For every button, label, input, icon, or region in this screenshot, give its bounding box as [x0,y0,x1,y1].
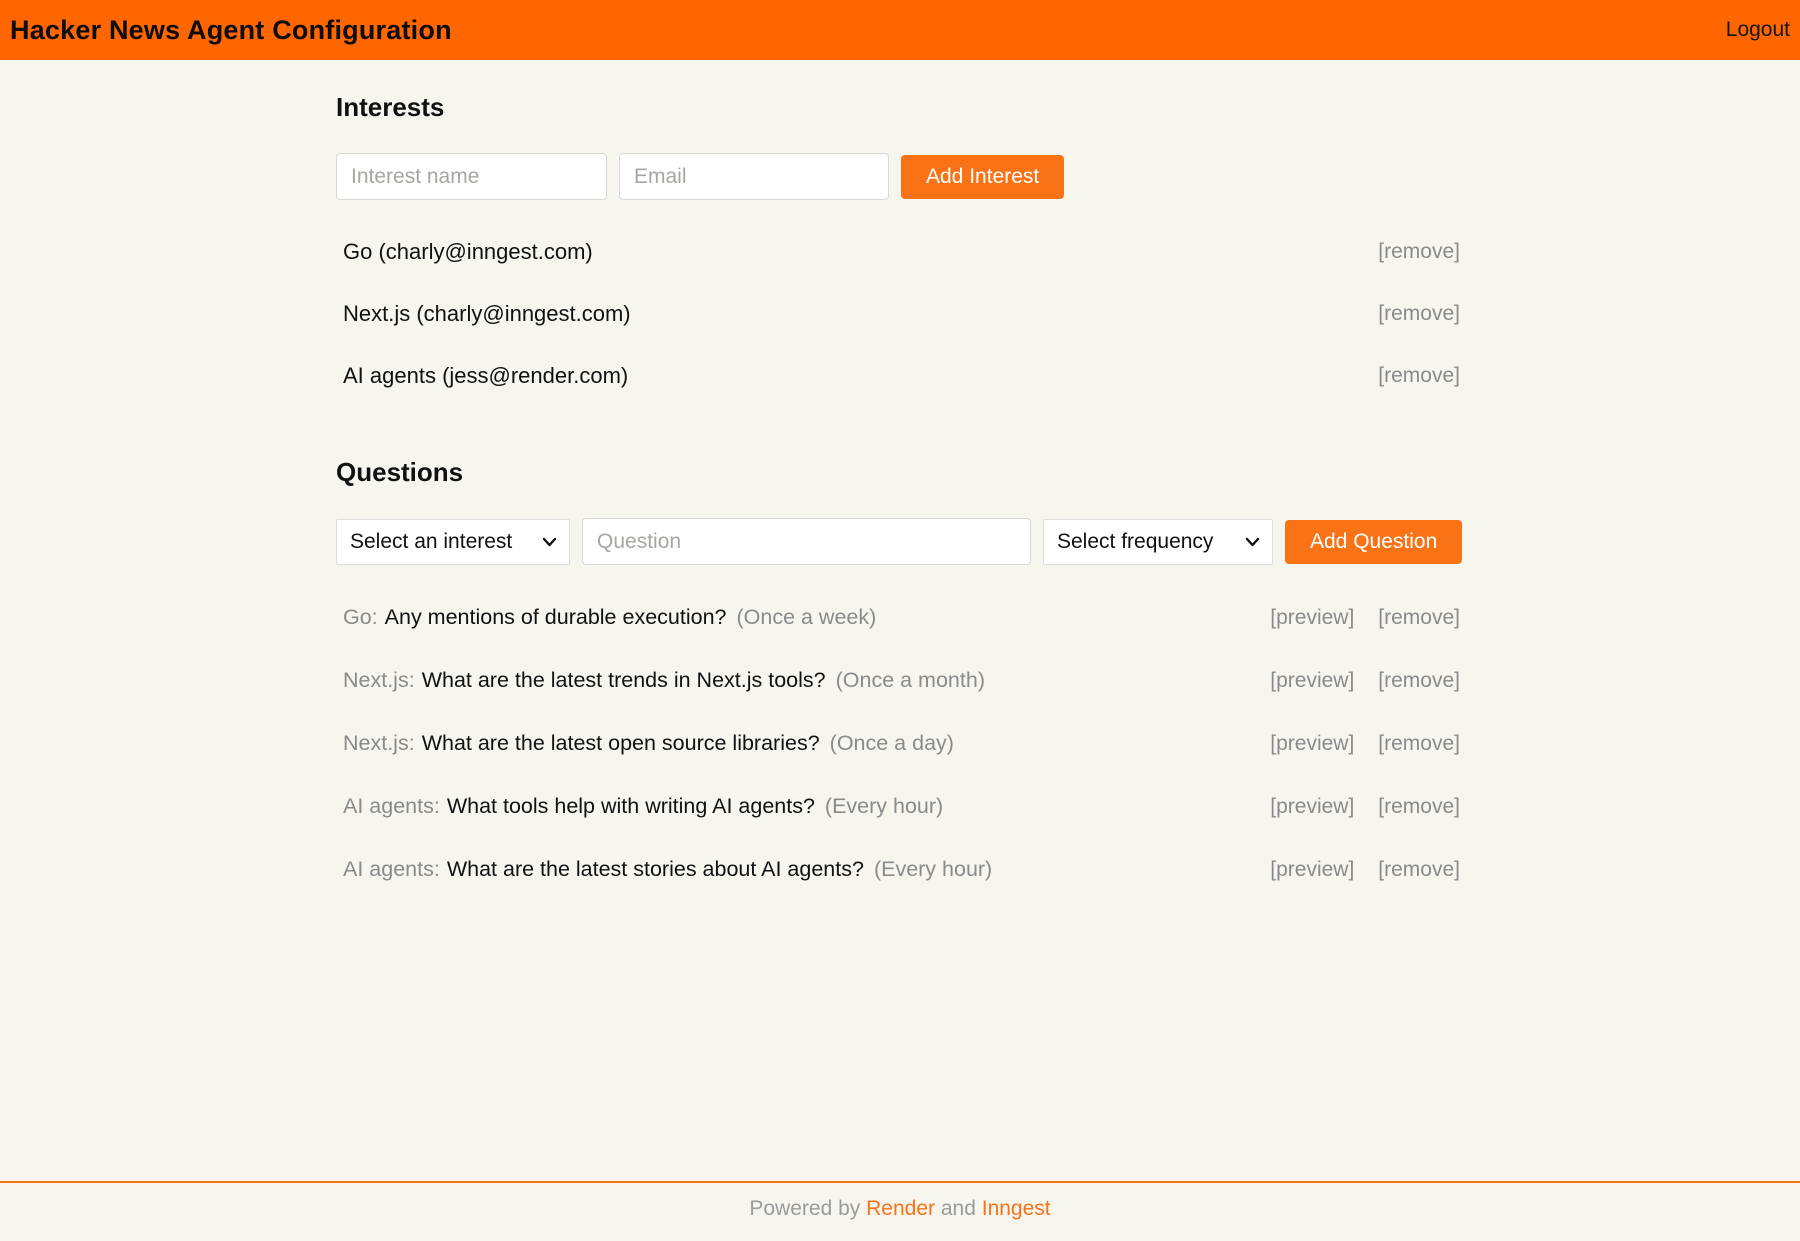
interest-row-actions [1378,240,1460,264]
questions-heading: Questions [336,457,464,487]
question-interest-prefix: Next.js: [343,731,415,755]
frequency-select[interactable] [1043,519,1273,565]
question-interest-prefix: Go: [343,605,378,629]
question-row-actions [1270,795,1460,819]
question-text [343,857,992,882]
question-frequency: (Every hour) [873,857,993,881]
frequency-select-value: Select frequency [1057,529,1214,553]
question-row-actions [1270,732,1460,756]
interest-label: Go (charly@inngest.com) [343,239,593,264]
preview-question-link[interactable]: [preview] [1270,857,1355,881]
question-row [336,649,1464,712]
question-frequency: (Once a month) [835,668,985,692]
preview-question-link[interactable]: [preview] [1270,605,1355,629]
remove-question-link[interactable]: [remove] [1378,731,1460,755]
interest-list [336,221,1464,407]
question-text [343,668,985,693]
question-body: What are the latest trends in Next.js tools? [421,668,826,692]
app-header [0,0,1800,60]
interest-email-input[interactable] [619,153,889,200]
interest-label: AI agents (jess@render.com) [343,363,629,388]
interest-name-input[interactable] [336,153,607,200]
question-row [336,586,1464,649]
question-row-actions [1270,606,1460,630]
app-title: Hacker News Agent Configuration [10,14,452,45]
question-interest-prefix: Next.js: [343,668,415,692]
preview-question-link[interactable]: [preview] [1270,794,1355,818]
page-footer [0,1181,1800,1241]
remove-interest-link[interactable]: [remove] [1378,364,1460,387]
add-interest-form [336,153,1464,200]
question-body: What tools help with writing AI agents? [446,794,815,818]
remove-question-link[interactable]: [remove] [1378,857,1460,881]
question-interest-prefix: AI agents: [343,857,440,881]
question-text [343,605,876,630]
add-interest-button[interactable]: Add Interest [901,155,1064,199]
remove-question-link[interactable]: [remove] [1378,794,1460,818]
question-text [343,731,954,756]
question-frequency: (Every hour) [824,794,944,818]
interest-row-actions [1378,302,1460,326]
interest-row [336,221,1464,283]
inngest-link[interactable]: Inngest [981,1197,1051,1220]
logout-button[interactable]: Logout [1725,18,1790,41]
remove-question-link[interactable]: [remove] [1378,605,1460,629]
question-row [336,775,1464,838]
interest-row [336,283,1464,345]
main-content [336,60,1464,1181]
question-row [336,838,1464,901]
remove-question-link[interactable]: [remove] [1378,668,1460,692]
interest-select[interactable] [336,519,570,565]
question-input[interactable] [582,518,1031,565]
interest-select-value: Select an interest [350,529,513,553]
remove-interest-link[interactable]: [remove] [1378,240,1460,263]
chevron-down-icon [1245,537,1260,547]
question-interest-prefix: AI agents: [343,794,440,818]
interest-row [336,345,1464,407]
question-row-actions [1270,669,1460,693]
interest-row-actions [1378,364,1460,388]
add-question-button[interactable]: Add Question [1285,520,1462,564]
powered-by-text: Powered by [749,1197,861,1220]
question-body: What are the latest stories about AI agents? [446,857,864,881]
remove-interest-link[interactable]: [remove] [1378,302,1460,325]
question-row-actions [1270,858,1460,882]
question-text [343,794,943,819]
preview-question-link[interactable]: [preview] [1270,668,1355,692]
render-link[interactable]: Render [866,1197,935,1220]
interest-label: Next.js (charly@inngest.com) [343,301,631,326]
question-row [336,712,1464,775]
and-text: and [940,1197,976,1220]
chevron-down-icon [542,537,557,547]
question-frequency: (Once a day) [829,731,954,755]
question-body: Any mentions of durable execution? [384,605,727,629]
question-list [336,586,1464,901]
add-question-form [336,518,1464,565]
question-frequency: (Once a week) [736,605,877,629]
preview-question-link[interactable]: [preview] [1270,731,1355,755]
interests-heading: Interests [336,92,445,122]
question-body: What are the latest open source libraries? [421,731,820,755]
